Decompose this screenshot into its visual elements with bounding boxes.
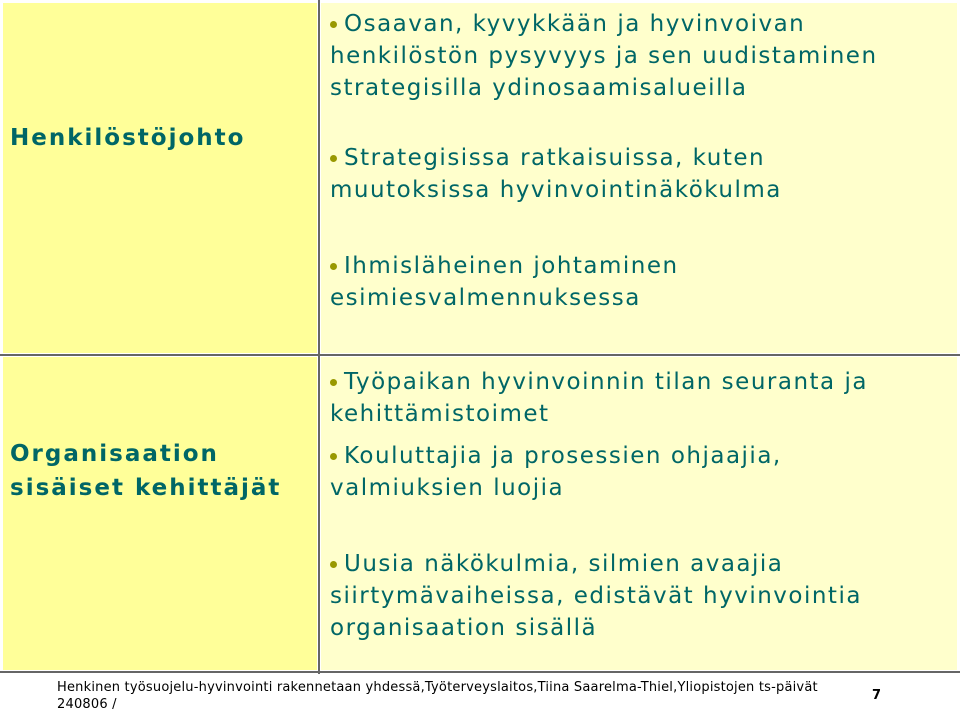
list-item (330, 366, 930, 430)
bullet-text: Ihmisläheinen johtaminen esimiesvalmennuksessa (330, 253, 679, 311)
bullet-icon (330, 21, 337, 28)
bullet-icon (330, 155, 337, 162)
label-cell-organisaatio (3, 357, 317, 670)
bullet-icon (330, 561, 337, 568)
bullet-text: Uusia näkökulmia, silmien avaajia siirtymävaiheissa, edistävät hyvinvointia organisaation sisällä (330, 551, 862, 641)
list-item (330, 548, 930, 644)
bullet-icon (330, 453, 337, 460)
row-label-organisaatio (10, 437, 281, 505)
table-divider-vertical (318, 0, 320, 674)
label-cell-henkilostojohto (3, 3, 317, 353)
bullet-icon (330, 263, 337, 270)
row-label-henkilostojohto: Henkilöstöjohto (10, 125, 246, 151)
list-item (330, 250, 930, 314)
table-divider-horizontal (0, 354, 960, 356)
bullet-icon (330, 379, 337, 386)
row-label-line1: Organisaation (10, 441, 219, 467)
list-item (330, 440, 930, 504)
table-divider-bottom (0, 671, 960, 673)
bullet-list-henkilostojohto (330, 8, 930, 314)
row-label-line2: sisäiset kehittäjät (10, 475, 282, 501)
bullet-list-organisaatio (330, 366, 930, 644)
bullet-text: Strategisissa ratkaisuissa, kuten muutoksissa hyvinvointinäkökulma (330, 145, 782, 203)
bullet-text: Osaavan, kyvykkään ja hyvinvoivan henkilöstön pysyvyys ja sen uudistaminen strategisilla ydinosaamisalueilla (330, 11, 878, 101)
list-item (330, 142, 930, 206)
bullet-text: Työpaikan hyvinvoinnin tilan seuranta ja kehittämistoimet (330, 369, 868, 427)
bullet-text: Kouluttajia ja prosessien ohjaajia, valmiuksien luojia (330, 443, 782, 501)
footer-text: Henkinen työsuojelu-hyvinvointi rakennetaan yhdessä,Työterveyslaitos,Tiina Saarelma-Thiel,Yliopistojen ts-päivät 240806 / (57, 680, 818, 712)
page-number: 7 (872, 688, 882, 703)
list-item (330, 8, 930, 104)
